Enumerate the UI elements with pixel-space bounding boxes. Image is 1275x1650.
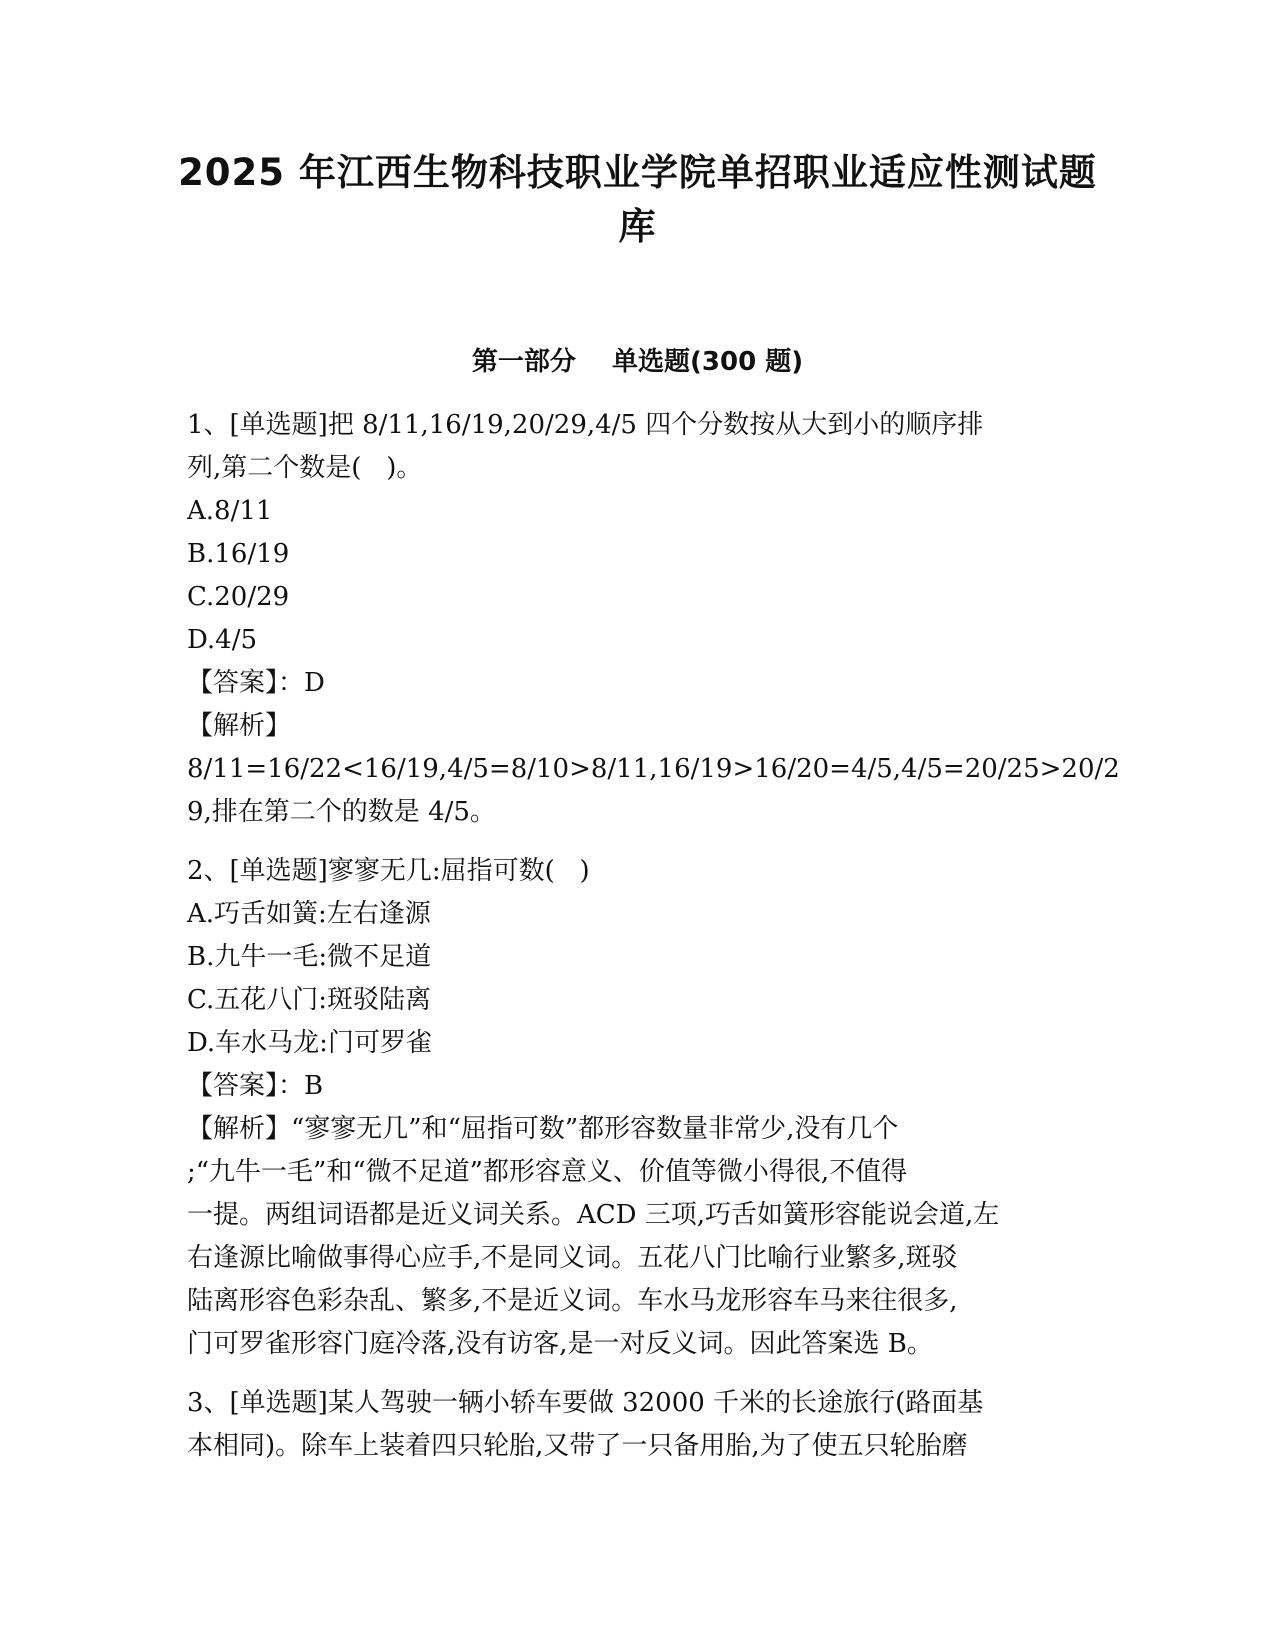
question-stem-line: 3、[单选题]某人驾驶一辆小轿车要做 32000 千米的长途旅行(路面基: [187, 1388, 984, 1418]
question-stem-line: 列,第二个数是( )。: [187, 453, 423, 483]
option-d: D.车水马龙:门可罗雀: [187, 1028, 432, 1058]
option-c: C.五花八门:斑驳陆离: [187, 985, 431, 1015]
option-b: B.九牛一毛:微不足道: [187, 942, 432, 972]
analysis-line: 门可罗雀形容门庭冷落,没有访客,是一对反义词。因此答案选 B。: [187, 1329, 933, 1359]
document-body: [187, 404, 1120, 1468]
question-spacer: [187, 1366, 1087, 1382]
document-title: [150, 146, 1125, 254]
option-a: A.巧舌如簧:左右逢源: [187, 899, 431, 929]
option-d: D.4/5: [187, 625, 258, 655]
analysis-line: 9,排在第二个的数是 4/5。: [187, 797, 496, 827]
analysis-line: 【解析】“寥寥无几”和“屈指可数”都形容数量非常少,没有几个: [187, 1114, 899, 1144]
question-spacer: [187, 834, 1087, 850]
question-stem-line: 2、[单选题]寥寥无几:屈指可数( ): [187, 856, 590, 886]
question-2: [187, 850, 1087, 1366]
analysis-label: 【解析】: [187, 711, 292, 741]
question-stem-line: 本相同)。除车上装着四只轮胎,又带了一只备用胎,为了使五只轮胎磨: [187, 1431, 968, 1461]
section-heading: 第一部分 单选题(300 题): [471, 347, 804, 377]
question-1: [187, 404, 1120, 834]
analysis-line: ;“九牛一毛”和“微不足道”都形容意义、价值等微小得很,不值得: [187, 1157, 908, 1187]
answer-line: 【答案】：B: [187, 1071, 324, 1101]
analysis-line: 右逢源比喻做事得心应手,不是同义词。五花八门比喻行业繁多,斑驳: [187, 1243, 958, 1273]
title-line-2: 库: [618, 205, 657, 248]
title-line-1: 2025 年江西生物科技职业学院单招职业适应性测试题: [178, 151, 1097, 194]
analysis-line: 陆离形容色彩杂乱、繁多,不是近义词。车水马龙形容车马来往很多,: [187, 1286, 958, 1316]
answer-line: 【答案】：D: [187, 668, 325, 698]
question-stem-line: 1、[单选题]把 8/11,16/19,20/29,4/5 四个分数按从大到小的顺序排: [187, 410, 984, 440]
option-c: C.20/29: [187, 582, 290, 612]
question-3: [187, 1382, 1087, 1468]
option-b: B.16/19: [187, 539, 290, 569]
analysis-line: 一提。两组词语都是近义词关系。ACD 三项,巧舌如簧形容能说会道,左: [187, 1200, 1000, 1230]
option-a: A.8/11: [187, 496, 273, 526]
analysis-line: 8/11=16/22<16/19,4/5=8/10>8/11,16/19>16/20=4/5,4/5=20/25>20/2: [187, 754, 1120, 784]
